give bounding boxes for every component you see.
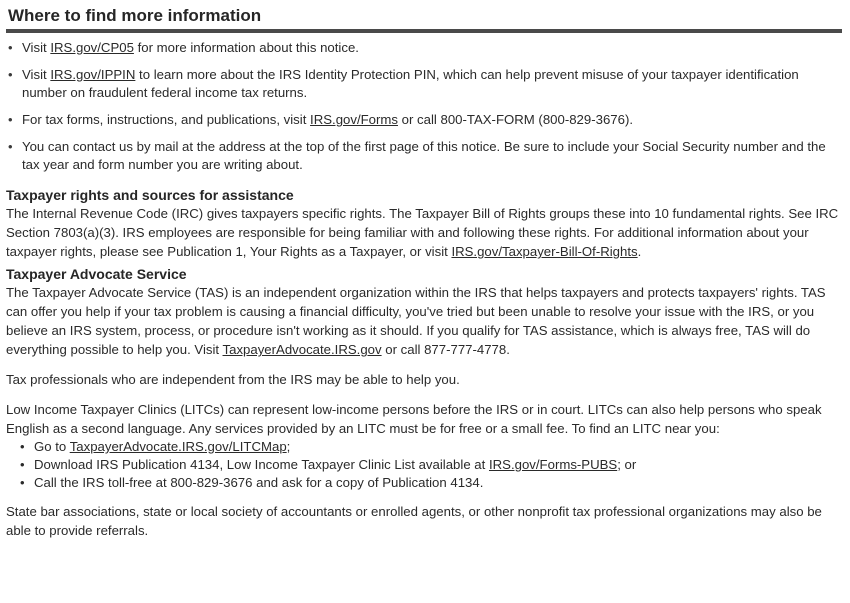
litc-map-link[interactable]: TaxpayerAdvocate.IRS.gov/LITCMap <box>69 439 287 454</box>
rights-heading: Taxpayer rights and sources for assistance <box>6 187 294 203</box>
heading-rule <box>6 29 842 33</box>
litc-list <box>6 438 842 492</box>
info-item-notice: • Visit IRS.gov/CP05 for more information about this notice. <box>6 39 842 57</box>
forms-pubs-link[interactable]: IRS.gov/Forms-PUBS <box>488 457 618 472</box>
info-list <box>6 39 842 174</box>
state-bar-paragraph: State bar associations, state or local society of accountants or enrolled agents, or other nonprofit tax professional organizations may also be able to provide referrals. <box>6 504 822 538</box>
bill-of-rights-link[interactable]: IRS.gov/Taxpayer-Bill-Of-Rights <box>451 244 638 259</box>
info-item-ippin: • Visit IRS.gov/IPPIN to learn more about the IRS Identity Protection PIN, which can help prevent misuse of your taxpayer identification number on fraudulent federal income tax returns. <box>6 66 842 102</box>
forms-link[interactable]: IRS.gov/Forms <box>310 112 398 127</box>
tax-professionals-paragraph: Tax professionals who are independent from the IRS may be able to help you. <box>6 372 460 387</box>
info-item-mail: • You can contact us by mail at the address at the top of the first page of this notice. Be sure to include your Social Security number and the tax year and form number you are writing about. <box>6 138 842 174</box>
litc-item-call: • Call the IRS toll-free at 800-829-3676 and ask for a copy of Publication 4134. <box>20 474 842 492</box>
tas-heading: Taxpayer Advocate Service <box>6 266 187 282</box>
tas-paragraph: The Taxpayer Advocate Service (TAS) is an independent organization within the IRS that helps taxpayers and protects taxpayers' rights. TAS can offer you help if your tax problem is causing a financial difficulty, you've tried but been unable to resolve your issue with the IRS, or you believe an IRS system, process, or procedure isn't working as it should. If you qualify for TAS assistance, which is always free, TAS will do everything possible to help you. Visit TaxpayerAdvocate.IRS.gov or call 877-777-4778. <box>6 285 826 357</box>
litc-paragraph: Low Income Taxpayer Clinics (LITCs) can represent low-income persons before the IRS or in court. LITCs can also help persons who speak English as a second language. Any services provided by an LITC must be for free or a small fee. To find an LITC near you: <box>6 402 822 436</box>
section-heading: Where to find more information <box>8 6 262 25</box>
rights-paragraph: The Internal Revenue Code (IRC) gives taxpayers specific rights. The Taxpayer Bill of Rights groups these into 10 fundamental rights. See IRC Section 7803(a)(3). IRS employees are responsible for being familiar with and following these rights. For additional information about your taxpayer rights, please see Publication 1, Your Rights as a Taxpayer, or visit IRS.gov/Taxpayer-Bill-Of-Rights. <box>6 206 839 259</box>
litc-item-map: • Go to TaxpayerAdvocate.IRS.gov/LITCMap; <box>20 438 842 456</box>
taxpayer-advocate-link[interactable]: TaxpayerAdvocate.IRS.gov <box>222 342 382 357</box>
ippin-link[interactable]: IRS.gov/IPPIN <box>50 67 136 82</box>
litc-item-download: • Download IRS Publication 4134, Low Income Taxpayer Clinic List available at IRS.gov/Forms-PUBS; or <box>20 456 842 474</box>
cp05-link[interactable]: IRS.gov/CP05 <box>50 40 134 55</box>
info-item-forms: • For tax forms, instructions, and publications, visit IRS.gov/Forms or call 800-TAX-FORM (800-829-3676). <box>6 111 842 129</box>
